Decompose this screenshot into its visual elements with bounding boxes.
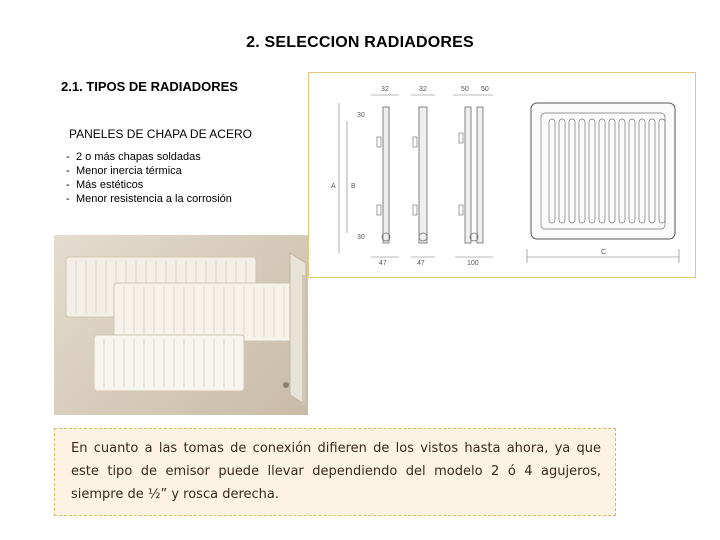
feature-list <box>66 150 232 206</box>
connection-note <box>54 428 616 516</box>
note-text: En cuanto a las tomas de conexión difieren de los vistos hasta ahora, ya que este tipo de emisor puede llevar dependiendo del modelo 2 ó 4 agujeros, siempre de ½” y rosca derecha. <box>71 441 601 502</box>
dim-label-top: 32 <box>419 86 427 93</box>
list-item: - Más estéticos <box>66 179 144 191</box>
dim-label-bottom: 47 <box>379 260 387 267</box>
height-label: B <box>351 183 356 190</box>
page-title: 2. SELECCION RADIADORES <box>246 34 474 51</box>
width-label: C <box>601 249 607 256</box>
dim-label-bottom: 47 <box>417 260 425 267</box>
dim-label-top: 50 <box>481 86 489 93</box>
height-label: A <box>331 183 336 190</box>
dim-label-bottom: 100 <box>467 260 479 267</box>
dim-label-top: 50 <box>461 86 469 93</box>
list-item: - 2 o más chapas soldadas <box>66 151 201 163</box>
dim-label-top: 32 <box>381 86 389 93</box>
section-subtitle: 2.1. TIPOS DE RADIADORES <box>61 79 238 94</box>
panel-type-heading: PANELES DE CHAPA DE ACERO <box>69 127 252 141</box>
list-item: - Menor resistencia a la corrosión <box>66 193 232 205</box>
dim-label-side: 30 <box>357 234 365 241</box>
radiator-dimension-diagram <box>308 72 696 278</box>
radiators-photo <box>54 235 308 415</box>
dim-label-side: 30 <box>357 112 365 119</box>
radiator-front-view <box>531 103 675 239</box>
profile-single-panel <box>377 107 390 243</box>
list-item: - Menor inercia térmica <box>66 165 182 177</box>
profile-triple-panel <box>459 107 483 243</box>
profile-double-panel <box>413 107 427 243</box>
